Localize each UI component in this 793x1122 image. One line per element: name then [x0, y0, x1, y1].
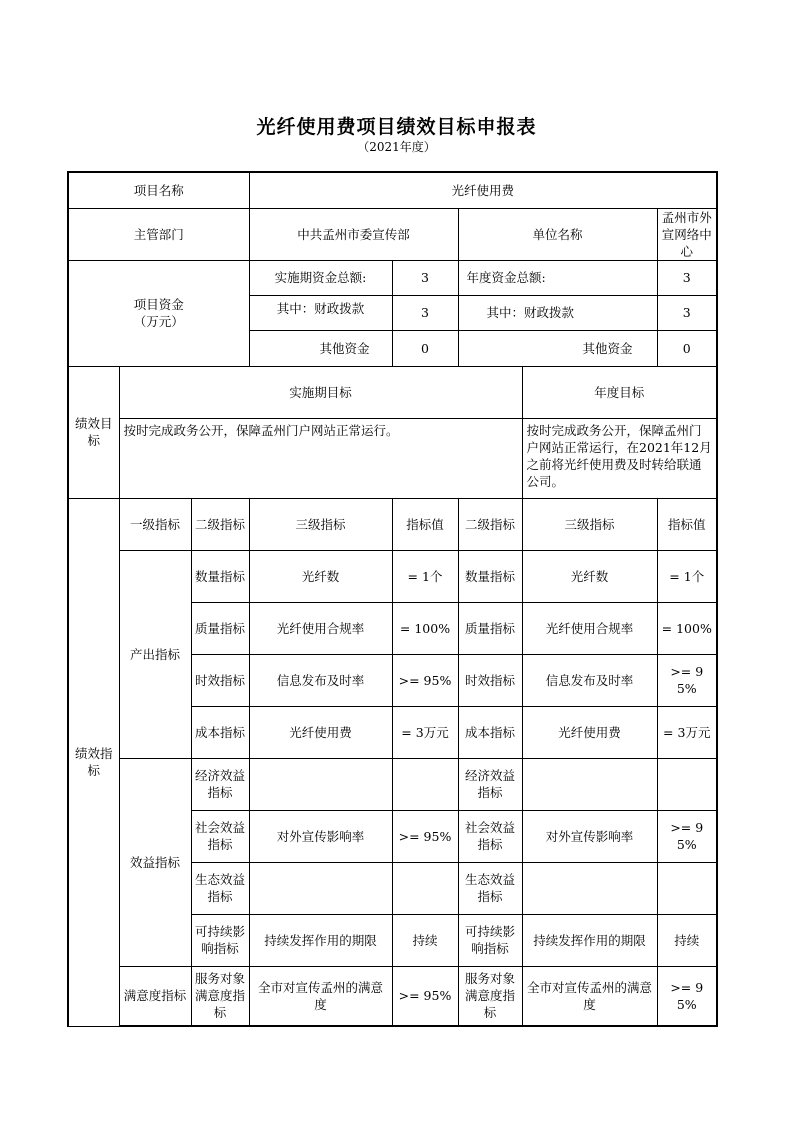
row-l3 — [249, 862, 392, 914]
goals-section-label: 绩效目标 — [68, 366, 119, 498]
row-l3: 全市对宣传孟州的满意度 — [249, 966, 392, 1026]
row-l2-annual: 社会效益指标 — [458, 810, 522, 862]
row-value-annual — [657, 758, 717, 810]
row-l2-annual: 数量指标 — [458, 550, 522, 602]
row-l2: 数量指标 — [191, 550, 249, 602]
col-value: 指标值 — [392, 498, 458, 550]
row-value: >= 95% — [392, 966, 458, 1026]
col-level2-annual: 二级指标 — [458, 498, 522, 550]
col-level2: 二级指标 — [191, 498, 249, 550]
satisfaction-indicator-label: 满意度指标 — [119, 966, 191, 1026]
row-l3-annual: 光纤使用费 — [522, 706, 657, 758]
row-value-annual: = 3万元 — [657, 706, 717, 758]
row-value-annual: = 1个 — [657, 550, 717, 602]
row-value-annual: >= 95% — [657, 654, 717, 706]
funds-fiscal-value-annual: 3 — [657, 295, 717, 330]
table-row — [68, 550, 717, 602]
row-l3: 持续发挥作用的期限 — [249, 914, 392, 966]
unit-label: 单位名称 — [458, 208, 657, 260]
row-value-annual: >= 95% — [657, 966, 717, 1026]
col-level3: 三级指标 — [249, 498, 392, 550]
row-l3: 信息发布及时率 — [249, 654, 392, 706]
row-l2-annual: 可持续影响指标 — [458, 914, 522, 966]
row-l2: 可持续影响指标 — [191, 914, 249, 966]
goals-period-header: 实施期目标 — [119, 366, 522, 418]
benefit-indicator-label: 效益指标 — [119, 758, 191, 966]
row-value-annual: 持续 — [657, 914, 717, 966]
funds-label-line2: （万元） — [133, 314, 184, 329]
col-level3-annual: 三级指标 — [522, 498, 657, 550]
goals-period-text: 按时完成政务公开，保障孟州门户网站正常运行。 — [119, 418, 522, 498]
unit-value: 孟州市外宣网络中心 — [657, 208, 717, 260]
funds-other-label: 其他资金 — [249, 330, 392, 366]
project-name-value: 光纤使用费 — [249, 172, 717, 208]
row-l2: 社会效益指标 — [191, 810, 249, 862]
funds-fiscal-value: 3 — [392, 295, 458, 330]
funds-label-line1: 项目资金 — [133, 297, 184, 312]
funds-annual-value: 3 — [657, 260, 717, 295]
col-value-annual: 指标值 — [657, 498, 717, 550]
row-l2: 服务对象满意度指标 — [191, 966, 249, 1026]
row-l2-annual: 时效指标 — [458, 654, 522, 706]
goals-annual-text: 按时完成政务公开，保障孟州门户网站正常运行，在2021年12月之前将光纤使用费及时转给联通公司。 — [522, 418, 717, 498]
row-l3: 对外宣传影响率 — [249, 810, 392, 862]
funds-total-label: 实施期资金总额: — [249, 260, 392, 295]
project-name-label: 项目名称 — [68, 172, 249, 208]
row-l3: 光纤数 — [249, 550, 392, 602]
row-l2: 经济效益指标 — [191, 758, 249, 810]
row-value: >= 95% — [392, 654, 458, 706]
row-l2: 生态效益指标 — [191, 862, 249, 914]
form-subtitle: （2021年度） — [357, 140, 436, 154]
row-value-annual: = 100% — [657, 602, 717, 654]
goals-annual-header: 年度目标 — [522, 366, 717, 418]
funds-total-value: 3 — [392, 260, 458, 295]
row-value-annual: >= 95% — [657, 810, 717, 862]
dept-label: 主管部门 — [68, 208, 249, 260]
row-l3-annual: 对外宣传影响率 — [522, 810, 657, 862]
funds-other-value-annual: 0 — [657, 330, 717, 366]
row-l2: 质量指标 — [191, 602, 249, 654]
row-value: >= 95% — [392, 810, 458, 862]
row-l2: 时效指标 — [191, 654, 249, 706]
row-value: = 100% — [392, 602, 458, 654]
row-l2-annual: 质量指标 — [458, 602, 522, 654]
funds-fiscal-label: 其中：财政拨款 — [249, 295, 392, 330]
row-l3-annual: 持续发挥作用的期限 — [522, 914, 657, 966]
row-l3-annual: 光纤数 — [522, 550, 657, 602]
table-row — [68, 758, 717, 810]
row-value — [392, 758, 458, 810]
funds-other-label-annual: 其他资金 — [458, 330, 657, 366]
col-level1: 一级指标 — [119, 498, 191, 550]
row-l3-annual — [522, 758, 657, 810]
row-value-annual — [657, 862, 717, 914]
row-l3 — [249, 758, 392, 810]
row-l2-annual: 经济效益指标 — [458, 758, 522, 810]
form-title: 光纤使用费项目绩效目标申报表 — [256, 116, 537, 138]
table-row — [68, 966, 717, 1026]
row-l2-annual: 成本指标 — [458, 706, 522, 758]
funds-fiscal-label-annual: 其中：财政拨款 — [458, 295, 657, 330]
output-indicator-label: 产出指标 — [119, 550, 191, 758]
row-l2: 成本指标 — [191, 706, 249, 758]
row-l3-annual — [522, 862, 657, 914]
row-value: 持续 — [392, 914, 458, 966]
dept-value: 中共孟州市委宣传部 — [249, 208, 458, 260]
indicators-section-label: 绩效指标 — [68, 498, 119, 1026]
row-value — [392, 862, 458, 914]
row-l3: 光纤使用合规率 — [249, 602, 392, 654]
row-l3-annual: 全市对宣传孟州的满意度 — [522, 966, 657, 1026]
row-value: = 3万元 — [392, 706, 458, 758]
row-l3: 光纤使用费 — [249, 706, 392, 758]
funds-other-value: 0 — [392, 330, 458, 366]
row-l2-annual: 服务对象满意度指标 — [458, 966, 522, 1026]
funds-annual-label: 年度资金总额: — [458, 260, 657, 295]
funds-label — [68, 260, 249, 366]
row-value: = 1个 — [392, 550, 458, 602]
row-l2-annual: 生态效益指标 — [458, 862, 522, 914]
performance-goal-table — [67, 171, 718, 1027]
row-l3-annual: 信息发布及时率 — [522, 654, 657, 706]
row-l3-annual: 光纤使用合规率 — [522, 602, 657, 654]
